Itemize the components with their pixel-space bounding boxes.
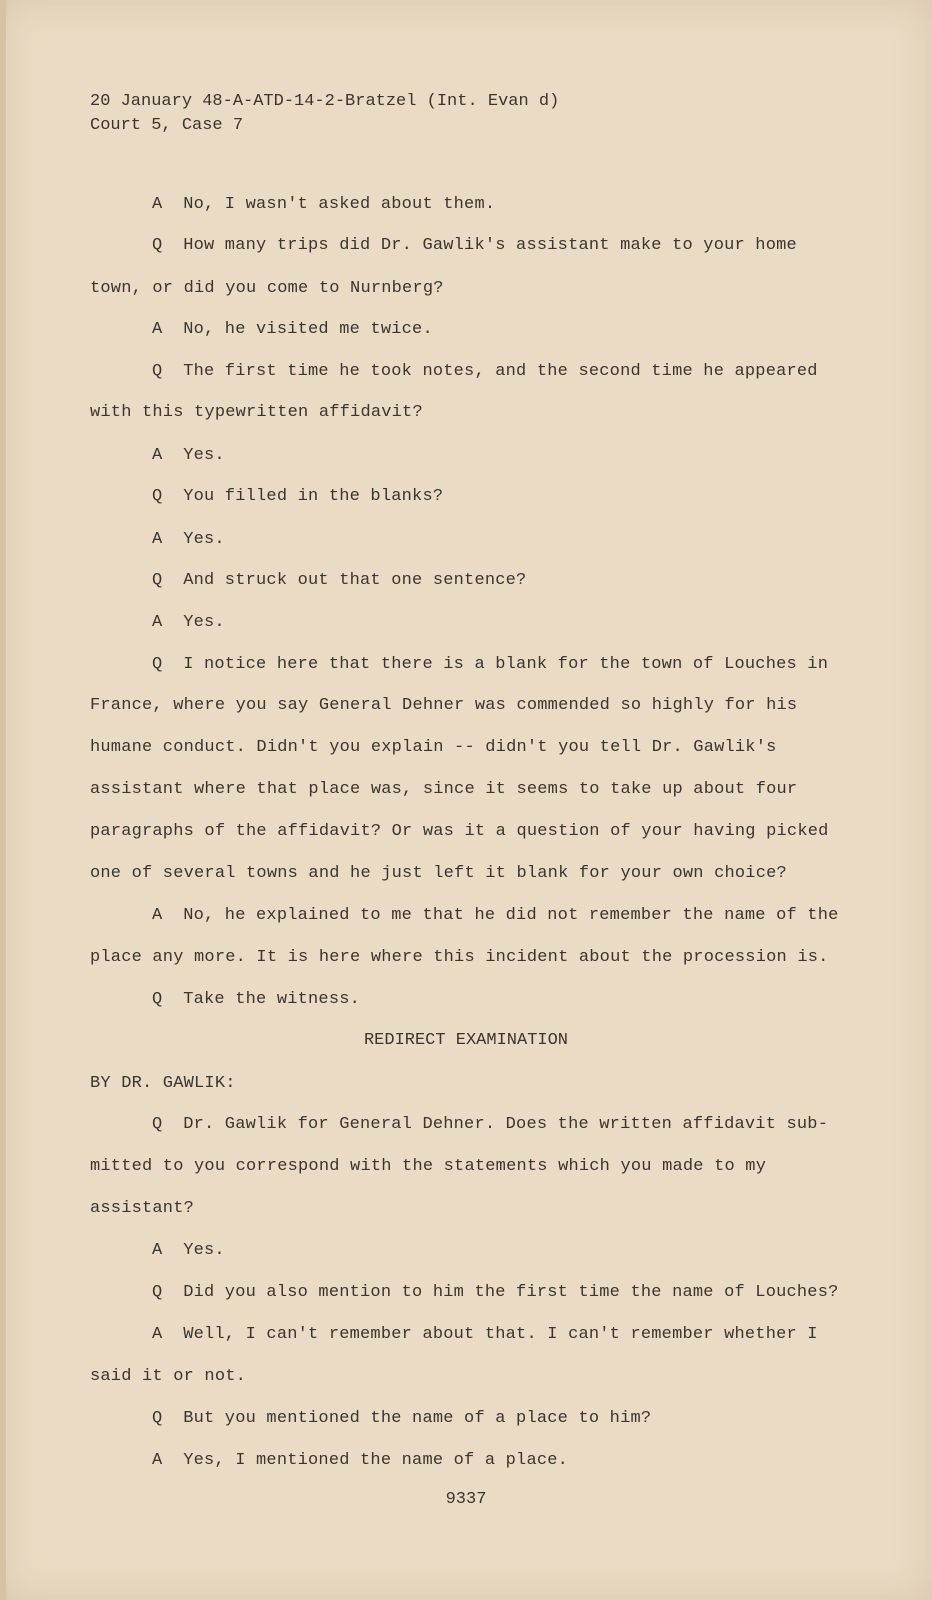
transcript-line: A Yes.	[152, 613, 225, 632]
header-line-2: Court 5, Case 7	[90, 116, 244, 135]
transcript-line: assistant?	[90, 1199, 195, 1218]
transcript-line: A No, he explained to me that he did not remember the name of the	[152, 906, 839, 925]
transcript-line: Q Dr. Gawlik for General Dehner. Does the written affidavit sub-	[152, 1115, 829, 1134]
transcript-line: mitted to you correspond with the statements which you made to my	[90, 1157, 767, 1176]
transcript-line: assistant where that place was, since it seems to take up about four	[90, 780, 798, 799]
transcript-line: Q And struck out that one sentence?	[152, 571, 527, 590]
transcript-line: Q The first time he took notes, and the second time he appeared	[152, 362, 818, 381]
transcript-line: A Yes, I mentioned the name of a place.	[152, 1451, 569, 1470]
transcript-line: Q How many trips did Dr. Gawlik's assistant make to your home	[152, 236, 797, 255]
transcript-line: A Yes.	[152, 530, 225, 549]
page-edge	[0, 0, 6, 1600]
header-line-1: 20 January 48-A-ATD-14-2-Bratzel (Int. Evan d)	[90, 92, 560, 111]
transcript-line: Q Take the witness.	[152, 990, 361, 1009]
transcript-line: A Yes.	[152, 446, 225, 465]
transcript-line: with this typewritten affidavit?	[90, 403, 423, 422]
transcript-line: paragraphs of the affidavit? Or was it a question of your having picked	[90, 822, 829, 841]
transcript-line: A No, he visited me twice.	[152, 320, 433, 339]
transcript-line: Q I notice here that there is a blank for the town of Louches in	[152, 655, 829, 674]
transcript-line: Q Did you also mention to him the first time the name of Louches?	[152, 1283, 839, 1302]
transcript-line: France, where you say General Dehner was commended so highly for his	[90, 696, 798, 715]
examiner-label: BY DR. GAWLIK:	[90, 1074, 236, 1093]
transcript-line: place any more. It is here where this incident about the procession is.	[90, 948, 829, 967]
document-header	[90, 90, 559, 138]
transcript-line: A Well, I can't remember about that. I can't remember whether I	[152, 1325, 818, 1344]
section-heading: REDIRECT EXAMINATION	[363, 1031, 569, 1050]
transcript-line: humane conduct. Didn't you explain -- didn't you tell Dr. Gawlik's	[90, 738, 777, 757]
transcript-line: A No, I wasn't asked about them.	[152, 195, 496, 214]
page-number: 9337	[445, 1490, 487, 1509]
transcript-line: A Yes.	[152, 1241, 225, 1260]
transcript-line: one of several towns and he just left it blank for your own choice?	[90, 864, 787, 883]
transcript-line: said it or not.	[90, 1367, 247, 1386]
transcript-line: Q You filled in the blanks?	[152, 487, 444, 506]
transcript-line: Q But you mentioned the name of a place to him?	[152, 1409, 652, 1428]
transcript-line: town, or did you come to Nurnberg?	[90, 279, 444, 298]
